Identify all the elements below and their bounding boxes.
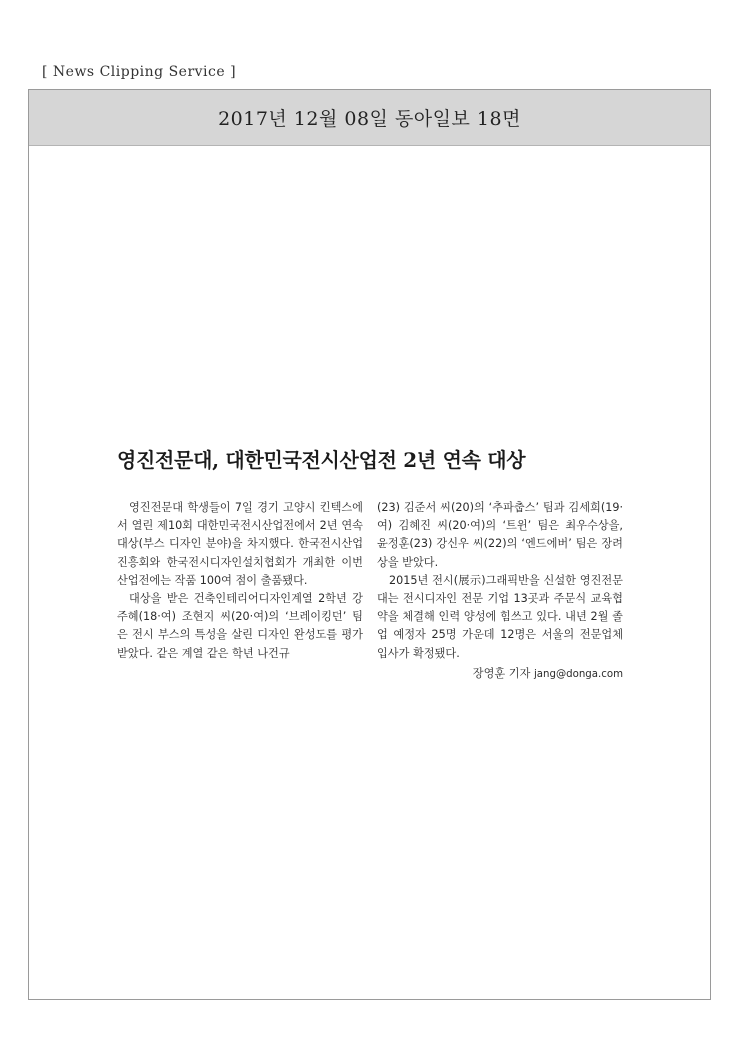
paragraph: 2015년 전시(展示)그래픽반을 신설한 영진전문대는 전시디자인 전문 기업 13곳과 주문식 교육협약을 체결해 인력 양성에 힘쓰고 있다. 내년 2월 졸업 예정자 25명 가운데 12명은 서울의 전문업체 입사가 확정됐다. (377, 573, 623, 660)
header-band (29, 90, 710, 146)
article-body (117, 499, 623, 681)
paragraph: (23) 김준서 씨(20)의 ‘추파춥스’ 팀과 김세희(19·여) 김혜진 씨(20·여)의 ‘트윈’ 팀은 최우수상을, 윤정훈(23) 강신우 씨(22)의 ‘엔드에버’ 팀은 장려상을 받았다. (377, 501, 623, 569)
service-label: [ News Clipping Service ] (42, 64, 237, 80)
article (117, 444, 623, 681)
reporter-name: 장영훈 기자 (472, 666, 531, 680)
reporter-email: jang@donga.com (533, 668, 623, 680)
left-column (117, 499, 363, 681)
right-column (377, 499, 623, 681)
article-headline: 영진전문대, 대한민국전시산업전 2년 연속 대상 (117, 448, 526, 472)
paragraph: 대상을 받은 건축인테리어디자인계열 2학년 강주혜(18·여) 조현지 씨(20·여)의 ‘브레이킹던’ 팀은 전시 부스의 특성을 살린 디자인 완성도를 평가받았다. 같은 계열 같은 학년 나건규 (117, 592, 363, 660)
paragraph: 영진전문대 학생들이 7일 경기 고양시 킨텍스에서 열린 제10회 대한민국전시산업전에서 2년 연속 대상(부스 디자인 분야)을 차지했다. 한국전시산업진흥회와 한국전시디자인설치협회가 개최한 이번 산업전에는 작품 100여 점이 출품됐다. (117, 501, 363, 587)
publication-info: 2017년 12월 08일 동아일보 18면 (218, 108, 521, 130)
byline (377, 665, 623, 681)
